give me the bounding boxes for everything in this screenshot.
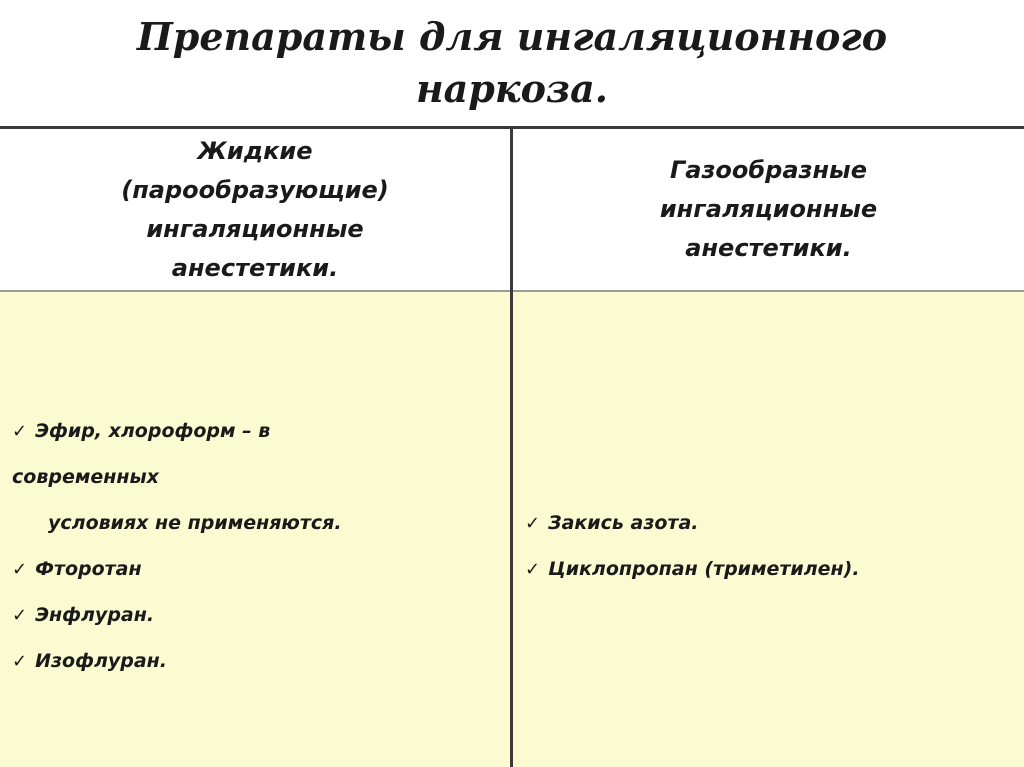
title-line-1: Препараты для ингаляционного (136, 14, 888, 59)
list-item (12, 650, 167, 672)
header-right-line-2: ингаляционные (659, 195, 878, 223)
list-item (525, 558, 860, 580)
checkmark-icon: ✓ (12, 651, 28, 672)
comparison-table (0, 126, 1024, 767)
header-right-line-1: Газообразные (669, 156, 868, 184)
slide-title (0, 0, 1024, 126)
gaseous-anesthetics-list (513, 292, 1024, 767)
list-item (12, 420, 270, 442)
header-left-line-1: Жидкие (197, 136, 313, 165)
list-item-continuation: условиях не применяются. (48, 512, 342, 534)
list-item-text: Эфир, хлороформ – в (35, 420, 271, 442)
header-left-line-4: анестетики. (171, 253, 339, 282)
list-item (525, 512, 698, 534)
header-gaseous-anesthetics (513, 129, 1024, 290)
checkmark-icon: ✓ (525, 513, 541, 534)
header-left-line-3: ингаляционные (146, 214, 364, 243)
list-item-text: Закись азота. (548, 512, 699, 534)
header-liquid-anesthetics (0, 129, 510, 290)
list-item-continuation: современных (12, 466, 159, 488)
checkmark-icon: ✓ (525, 559, 541, 580)
list-item-text: Энфлуран. (35, 604, 155, 626)
list-item (12, 604, 154, 626)
list-item-text: Изофлуран. (35, 650, 168, 672)
header-right-line-3: анестетики. (685, 234, 852, 262)
header-left-line-2: (парообразующие) (121, 175, 389, 204)
title-line-2: наркоза. (415, 66, 609, 111)
list-item (12, 558, 142, 580)
column-divider (510, 126, 513, 767)
list-item-text: Фторотан (35, 558, 142, 580)
list-item-text: Циклопропан (триметилен). (548, 558, 860, 580)
liquid-anesthetics-list (0, 292, 510, 767)
checkmark-icon: ✓ (12, 559, 28, 580)
checkmark-icon: ✓ (12, 421, 28, 442)
checkmark-icon: ✓ (12, 605, 28, 626)
